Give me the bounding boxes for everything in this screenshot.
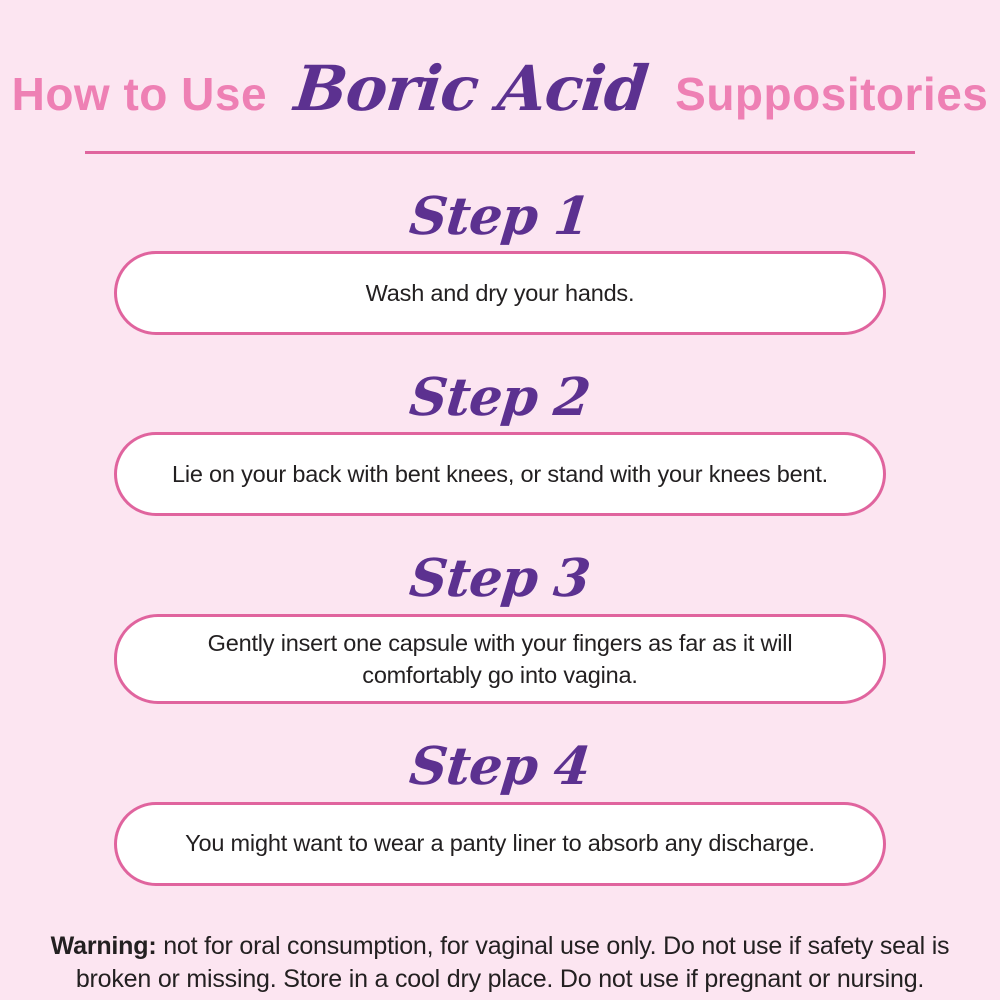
page-title — [12, 52, 989, 125]
title-suffix: Suppositories — [675, 68, 989, 120]
step-1-box — [114, 251, 886, 335]
step-2-box — [114, 432, 886, 516]
step-1-section — [114, 188, 886, 335]
step-3-heading: Step 3 — [407, 548, 593, 610]
step-4-section — [114, 738, 886, 885]
step-1-heading: Step 1 — [407, 186, 593, 247]
warning-text — [30, 930, 970, 996]
step-4-box — [114, 802, 886, 886]
step-1-instruction: Wash and dry your hands. — [365, 279, 635, 306]
warning-label: Warning: — [50, 931, 157, 960]
title-divider-line — [85, 151, 915, 154]
step-4-instruction: You might want to wear a panty liner to absorb any discharge. — [185, 830, 815, 857]
step-2-instruction: Lie on your back with bent knees, or stand with your knees bent. — [171, 461, 829, 488]
warning-footer — [30, 930, 970, 996]
step-3-box — [114, 614, 886, 705]
step-4-heading: Step 4 — [407, 736, 593, 798]
warning-body: not for oral consumption, for vaginal use only. Do not use if safety seal is broken or missing. Store in a cool dry place. Do not use if pregnant or nursing. — [75, 931, 950, 993]
title-prefix: How to Use — [11, 68, 268, 120]
step-3-section — [114, 550, 886, 704]
step-2-section — [114, 369, 886, 516]
title-highlight: Boric Acid — [291, 52, 651, 125]
step-3-instruction: Gently insert one capsule with your fingers as far as it will comfortably go into vagina. — [207, 629, 793, 688]
step-2-heading: Step 2 — [407, 367, 593, 429]
